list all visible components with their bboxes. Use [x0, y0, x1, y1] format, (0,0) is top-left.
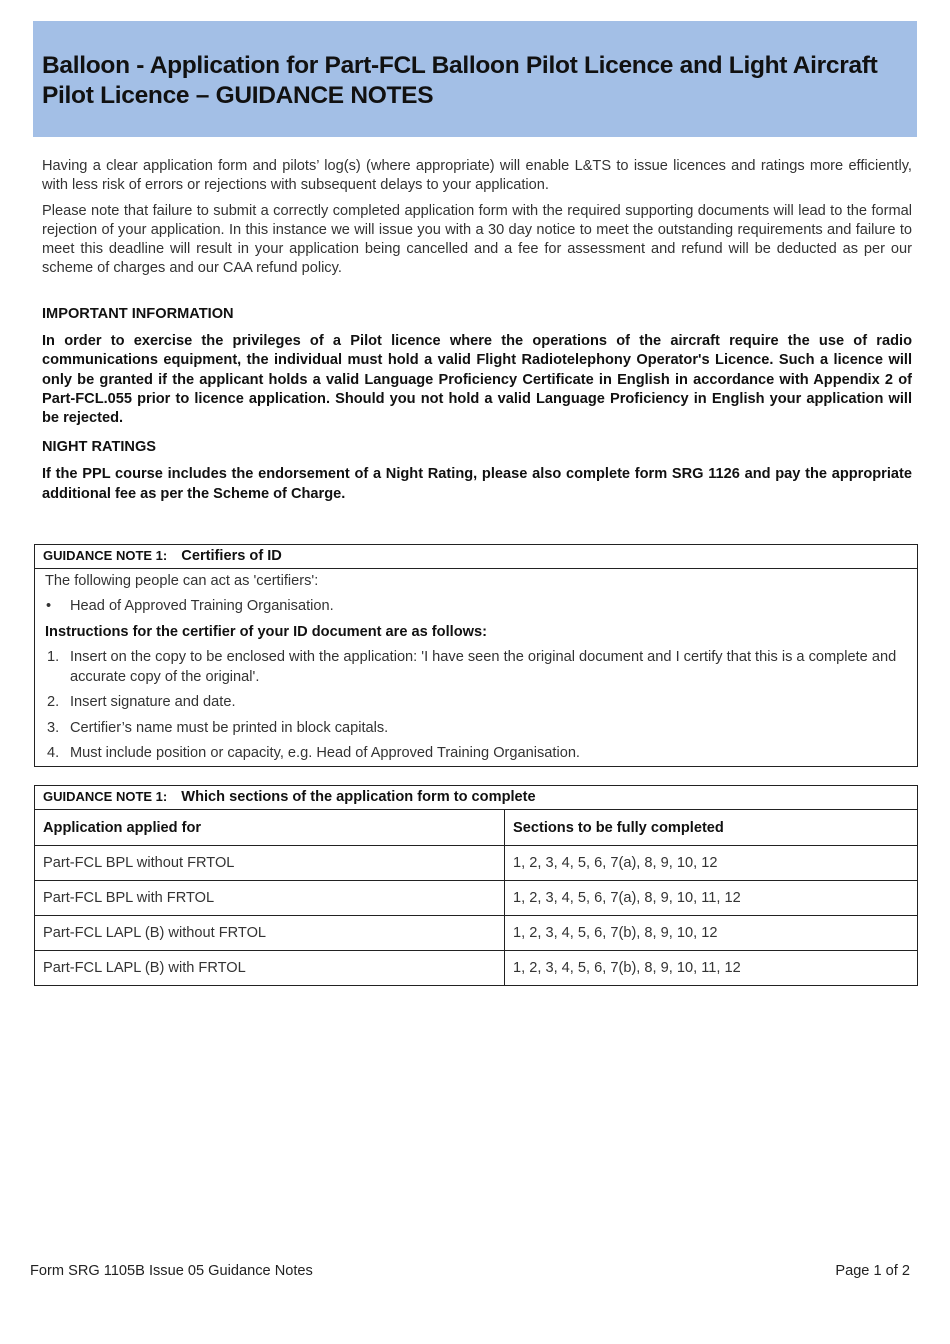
application-cell: Part-FCL LAPL (B) with FRTOL — [35, 951, 505, 986]
page-number: Page 1 of 2 — [835, 1263, 910, 1279]
bullet-mark: • — [46, 598, 52, 614]
table-row — [35, 881, 917, 916]
step-number: 1. — [47, 649, 60, 665]
table-row — [35, 846, 917, 881]
sections-cell: 1, 2, 3, 4, 5, 6, 7(b), 8, 9, 10, 11, 12 — [505, 951, 918, 986]
list-item — [45, 597, 907, 616]
guidance-note-heading: Certifiers of ID — [181, 548, 282, 564]
important-text: In order to exercise the privileges of a Pilot licence where the operations of the aircraft require the use of radio communications equipment, the individual must hold a valid Flight Radiotelephony Operator's Licence. Such a licence will only be granted if the applicant holds a valid Language Proficiency Certificate in English in accordance with Appendix 2 of Part-FCL.055 prior to licence application. Should you not hold a valid Language Proficiency in English your application will be rejected. — [42, 333, 912, 427]
step-text: Insert on the copy to be enclosed with the application: 'I have seen the original document and I certify that this is a complete and accurate copy of the original'. — [70, 649, 897, 685]
main-content — [42, 157, 912, 504]
sections-cell: 1, 2, 3, 4, 5, 6, 7(a), 8, 9, 10, 12 — [505, 846, 918, 881]
important-heading: IMPORTANT INFORMATION — [42, 306, 234, 322]
step-text: Insert signature and date. — [70, 694, 236, 710]
sections-cell: 1, 2, 3, 4, 5, 6, 7(a), 8, 9, 10, 11, 12 — [505, 881, 918, 916]
bullet-text: Head of Approved Training Organisation. — [70, 598, 334, 614]
step-text: Certifier’s name must be printed in block capitals. — [70, 719, 389, 736]
instructions-heading: Instructions for the certifier of your ID document are as follows: — [45, 624, 487, 640]
list-item — [45, 648, 907, 687]
application-cell: Part-FCL BPL without FRTOL — [35, 846, 505, 881]
guidance-note-label: GUIDANCE NOTE 1: — [43, 548, 168, 563]
sections-table — [35, 809, 917, 985]
form-reference: Form SRG 1105B Issue 05 Guidance Notes — [30, 1263, 313, 1279]
step-number: 2. — [47, 694, 60, 710]
guidance-note-body — [35, 569, 917, 768]
list-item — [45, 719, 907, 739]
night-ratings-heading: NIGHT RATINGS — [42, 439, 157, 456]
table-row — [35, 916, 917, 951]
guidance-note-title — [35, 545, 917, 569]
column-header-sections: Sections to be fully completed — [505, 810, 918, 846]
page-title: Balloon - Application for Part-FCL Balloon Pilot Licence and Light Aircraft Pilot Licence – GUIDANCE NOTES — [42, 52, 878, 109]
application-cell: Part-FCL LAPL (B) without FRTOL — [35, 916, 505, 951]
table-row — [35, 951, 917, 986]
guidance-note-certifiers — [34, 544, 918, 767]
step-number: 4. — [47, 745, 60, 761]
list-item — [45, 693, 907, 713]
guidance-note-label: GUIDANCE NOTE 1: — [43, 789, 168, 804]
sections-cell: 1, 2, 3, 4, 5, 6, 7(b), 8, 9, 10, 12 — [505, 916, 918, 951]
certifiers-intro: The following people can act as 'certifiers': — [45, 573, 319, 589]
title-banner — [33, 21, 917, 137]
step-text: Must include position or capacity, e.g. Head of Approved Training Organisation. — [70, 745, 580, 761]
guidance-note-heading: Which sections of the application form to complete — [181, 789, 536, 805]
guidance-note-sections — [34, 785, 918, 986]
guidance-note-title — [35, 786, 917, 809]
list-item — [45, 744, 907, 764]
application-cell: Part-FCL BPL with FRTOL — [35, 881, 505, 916]
intro-paragraph-1: Having a clear application form and pilots’ log(s) (where appropriate) will enable L&TS to issue licences and ratings more efficiently, with less risk of errors or rejections with subsequent delays to your application. — [42, 158, 912, 193]
table-header-row — [35, 810, 917, 846]
night-ratings-text: If the PPL course includes the endorsement of a Night Rating, please also complete form SRG 1126 and pay the appropriate additional fee as per the Scheme of Charge. — [42, 466, 912, 502]
intro-paragraph-2: Please note that failure to submit a correctly completed application form with the required supporting documents will lead to the formal rejection of your application. In this instance we will issue you with a 30 day notice to meet the outstanding requirements and failure to meet this deadline will result in your application being cancelled and a fee for assessment and refund will be deducted as per our scheme of charges and our CAA refund policy. — [42, 203, 912, 276]
column-header-application: Application applied for — [35, 810, 505, 846]
step-number: 3. — [47, 719, 60, 736]
